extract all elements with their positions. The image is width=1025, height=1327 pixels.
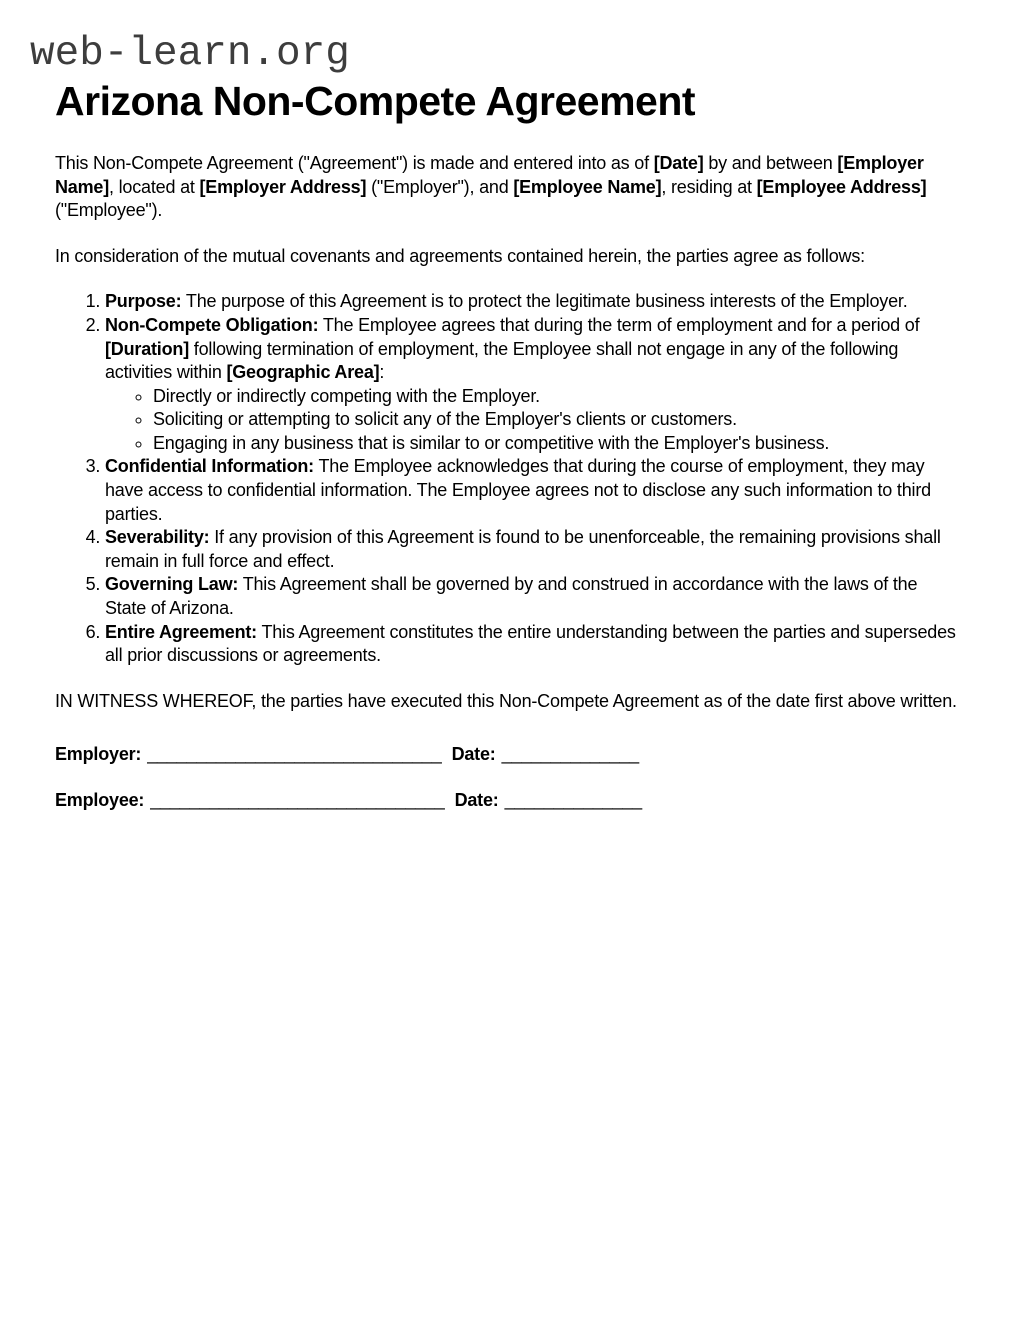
- bold-text-segment: [Employer Name]: [55, 153, 924, 197]
- text-segment: by and between: [703, 153, 838, 174]
- text-segment: The Employee agrees that during the term of employment and for a period of: [318, 314, 920, 335]
- consideration-paragraph: In consideration of the mutual covenants and agreements contained herein, the parties agree as follows:: [55, 245, 865, 266]
- bold-text-segment: Confidential Information:: [105, 456, 314, 477]
- employee-label: Employee:: [55, 789, 145, 810]
- clause-text: [105, 291, 908, 311]
- bold-text-segment: Severability:: [105, 527, 210, 548]
- text-segment: following termination of employment, the Employee shall not engage in any of the following activities within: [105, 338, 899, 383]
- text-segment: This Non-Compete Agreement ("Agreement") is made and entered into as of: [55, 153, 654, 174]
- employer-date-line: ______________: [501, 744, 639, 765]
- employer-label: Employer:: [55, 744, 142, 765]
- witness-paragraph: IN WITNESS WHEREOF, the parties have executed this Non-Compete Agreement as of the date first above written.: [55, 690, 957, 711]
- employee-date-label: Date:: [454, 789, 499, 810]
- bold-text-segment: [Date]: [653, 153, 704, 174]
- activity-item: ◦ Soliciting or attempting to solicit any of the Employer's clients or customers.: [153, 408, 963, 432]
- employee-signature-row: [55, 789, 963, 813]
- employee-date-line: ______________: [504, 789, 642, 810]
- text-segment: The Employee acknowledges that during the course of employment, they may have access to confidential information. The Employee agrees not to disclose any such information to third parties.: [105, 456, 931, 524]
- clause-item-severability: [105, 526, 963, 573]
- bold-text-segment: [Employee Name]: [513, 176, 662, 197]
- text-segment: This Agreement shall be governed by and construed in accordance with the laws of the State of Arizona.: [105, 574, 918, 618]
- employee-signature-line: ______________________________: [150, 789, 445, 810]
- text-segment: , residing at: [661, 176, 757, 197]
- clause-item-non-compete-obligation: [105, 314, 963, 455]
- bold-text-segment: [Employer Address]: [199, 176, 367, 197]
- site-logo: web-learn.org: [30, 31, 350, 77]
- clause-item-entire-agreement: [105, 621, 963, 668]
- clause-text: [105, 315, 919, 382]
- bold-text-segment: [Employee Address]: [756, 176, 927, 197]
- bold-text-segment: Governing Law:: [105, 574, 239, 595]
- clause-item-purpose: [105, 290, 963, 314]
- text-segment: The purpose of this Agreement is to protect the legitimate business interests of the Employer.: [181, 291, 908, 312]
- clause-text: [105, 527, 941, 571]
- signature-block: [55, 743, 963, 812]
- employer-date-label: Date:: [451, 744, 496, 765]
- clause-item-confidential-information: [105, 455, 963, 526]
- activity-item: ◦ Directly or indirectly competing with the Employer.: [153, 385, 963, 409]
- clause-text: [105, 574, 917, 618]
- bold-text-segment: [Geographic Area]: [226, 362, 380, 383]
- bold-text-segment: Purpose:: [105, 291, 182, 312]
- text-segment: ("Employee").: [55, 200, 163, 221]
- clause-text: [105, 456, 931, 523]
- bold-text-segment: Non-Compete Obligation:: [105, 314, 319, 335]
- bold-text-segment: Entire Agreement:: [105, 621, 257, 642]
- bold-text-segment: [Duration]: [105, 338, 189, 359]
- text-segment: This Agreement constitutes the entire understanding between the parties and supersedes all prior discussions or agreements.: [105, 621, 956, 666]
- activity-item: ◦ Engaging in any business that is similar to or competitive with the Employer's business.: [153, 432, 963, 456]
- clauses-list: [55, 290, 963, 667]
- document-title: Arizona Non-Compete Agreement: [55, 78, 696, 124]
- text-segment: If any provision of this Agreement is found to be unenforceable, the remaining provisions shall remain in full force and effect.: [105, 527, 941, 571]
- employer-signature-row: [55, 743, 963, 767]
- text-segment: :: [379, 362, 385, 383]
- restricted-activities-list: [105, 385, 963, 456]
- text-segment: , located at: [109, 176, 200, 197]
- clause-text: [105, 622, 956, 666]
- employer-signature-line: ______________________________: [147, 744, 442, 765]
- clause-item-governing-law: [105, 573, 963, 620]
- intro-paragraph: [55, 152, 963, 223]
- text-segment: ("Employer"), and: [366, 176, 514, 197]
